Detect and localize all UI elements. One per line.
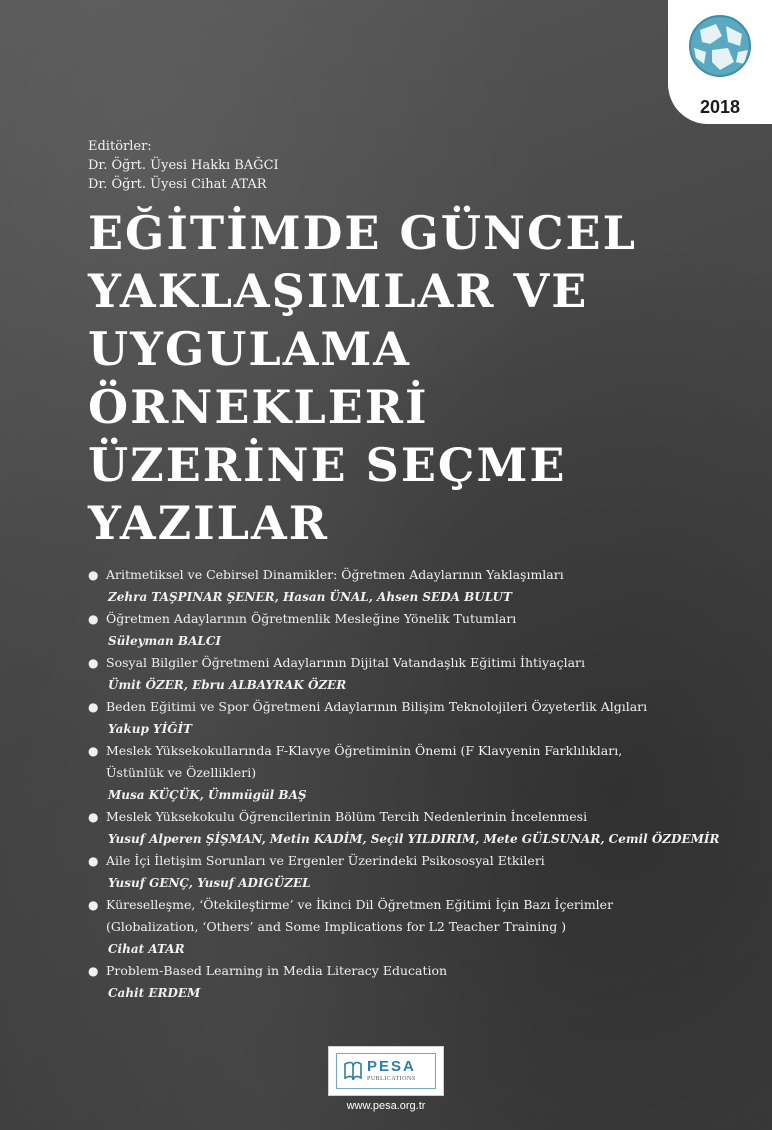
bullet-icon: ● (88, 656, 99, 670)
chapter-authors: Zehra TAŞPINAR ŞENER, Hasan ÜNAL, Ahsen SEDA BULUT (108, 590, 512, 604)
book-title-line: YAZILAR (88, 496, 329, 550)
publication-year: 2018 (699, 97, 741, 117)
chapter-title: Beden Eğitimi ve Spor Öğretmeni Adaylarının Bilişim Teknolojileri Özyeterlik Algıları (106, 699, 648, 714)
chapter-title: Problem-Based Learning in Media Literacy Education (106, 963, 448, 978)
chapter-title: Aritmetiksel ve Cebirsel Dinamikler: Öğretmen Adaylarının Yaklaşımları (106, 567, 564, 582)
bullet-icon: ● (88, 854, 99, 868)
book-title-line: ÖRNEKLERİ (88, 380, 429, 434)
list-item (88, 564, 748, 608)
bullet-icon: ● (88, 964, 99, 978)
bullet-icon: ● (88, 612, 99, 626)
globe-icon (682, 8, 758, 84)
book-title-line: ÜZERİNE SEÇME (88, 438, 567, 492)
bullet-icon: ● (88, 898, 99, 912)
contents-list (88, 564, 748, 1004)
editor-name: Dr. Öğrt. Üyesi Cihat ATAR (88, 177, 267, 192)
publisher-logo (328, 1046, 444, 1096)
list-item (88, 608, 748, 652)
chapter-authors: Yusuf Alperen ŞİŞMAN, Metin KADİM, Seçil YILDIRIM, Mete GÜLSUNAR, Cemil ÖZDEMİR (108, 832, 720, 846)
chapter-authors: Yusuf GENÇ, Yusuf ADIGÜZEL (108, 876, 311, 890)
chapter-authors: Cihat ATAR (108, 942, 185, 956)
year-badge (668, 0, 772, 124)
list-item (88, 696, 748, 740)
list-item (88, 740, 748, 806)
chapter-authors: Süleyman BALCI (108, 634, 221, 648)
chapter-title: Sosyal Bilgiler Öğretmeni Adaylarının Dijital Vatandaşlık Eğitimi İhtiyaçları (106, 655, 585, 670)
list-item (88, 960, 748, 1004)
chapter-authors: Yakup YİĞİT (108, 722, 192, 736)
chapter-title-continued: (Globalization, ‘Others’ and Some Implications for L2 Teacher Training ) (106, 919, 567, 934)
list-item (88, 894, 748, 960)
chapter-title: Meslek Yüksekokulu Öğrencilerinin Bölüm Tercih Nedenlerinin İncelenmesi (106, 809, 588, 824)
chapter-title: Küreselleşme, ‘Ötekileştirme’ ve İkinci Dil Öğretmen Eğitimi İçin Bazı İçerimler (106, 897, 614, 912)
editors-heading: Editörler: (88, 139, 152, 154)
publisher-name: PESA (367, 1058, 416, 1075)
bullet-icon: ● (88, 744, 99, 758)
bullet-icon: ● (88, 700, 99, 714)
editors-block (88, 137, 279, 194)
chapter-authors: Musa KÜÇÜK, Ümmügül BAŞ (108, 788, 307, 802)
bullet-icon: ● (88, 568, 99, 582)
book-title (88, 204, 748, 552)
list-item (88, 850, 748, 894)
list-item (88, 806, 748, 850)
chapter-authors: Cahit ERDEM (108, 986, 201, 1000)
publisher-subtitle: PUBLICATIONS (367, 1076, 416, 1082)
publisher-website: www.pesa.org.tr (346, 1100, 426, 1112)
book-title-line: UYGULAMA (88, 322, 411, 376)
book-icon (343, 1060, 363, 1082)
editor-name: Dr. Öğrt. Üyesi Hakkı BAĞCI (88, 158, 279, 173)
chapter-title: Aile İçi İletişim Sorunları ve Ergenler Üzerindeki Psikososyal Etkileri (106, 853, 545, 868)
chapter-title-continued: Üstünlük ve Özellikleri) (106, 765, 257, 780)
list-item (88, 652, 748, 696)
book-title-line: EĞİTİMDE GÜNCEL (88, 206, 637, 260)
chapter-title: Meslek Yüksekokullarında F-Klavye Öğretiminin Önemi (F Klavyenin Farklılıkları, (106, 743, 623, 758)
chapter-title: Öğretmen Adaylarının Öğretmenlik Mesleğine Yönelik Tutumları (106, 611, 517, 626)
bullet-icon: ● (88, 810, 99, 824)
book-title-line: YAKLAŞIMLAR VE (88, 264, 589, 318)
chapter-authors: Ümit ÖZER, Ebru ALBAYRAK ÖZER (108, 678, 347, 692)
